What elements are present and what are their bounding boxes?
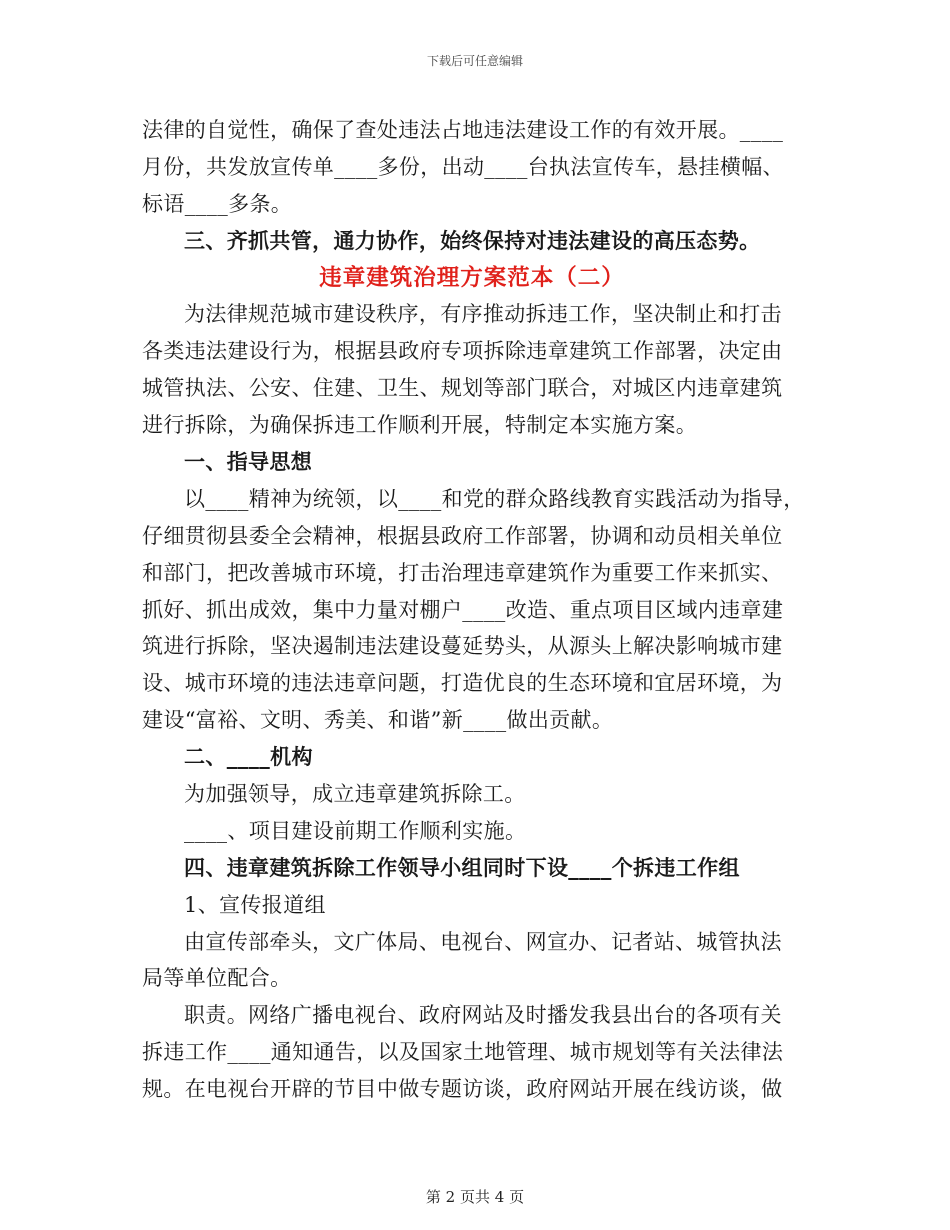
- paragraph-line: 进行拆除，为确保拆违工作顺利开展，特制定本实施方案。: [142, 413, 698, 438]
- document-body: [142, 112, 805, 1108]
- paragraph-line: 规。在电视台开辟的节目中做专题访谈，政府网站开展在线访谈，做: [142, 1077, 783, 1102]
- paragraph-line: 筑进行拆除，坚决遏制违法建设蔓延势头，从源头上解决影响城市建: [142, 634, 783, 659]
- section-heading-2: 二、____机构: [184, 744, 313, 770]
- paragraph-line: 仔细贯彻县委全会精神，根据县政府工作部署，协调和动员相关单位: [142, 523, 783, 548]
- paragraph-line: 标语____多条。: [142, 191, 293, 216]
- paragraph-line: 局等单位配合。: [142, 966, 292, 991]
- page-footer: 第 2 页共 4 页: [425, 1188, 525, 1206]
- paragraph-line: 设、城市环境的违法违章问题，打造优良的生态环境和宜居环境，为: [142, 671, 783, 696]
- paragraph-line: 为法律规范城市建设秩序，有序推动拆违工作，坚决制止和打击: [184, 302, 782, 327]
- section-heading-3: 三、齐抓共管，通力协作，始终保持对违法建设的高压态势。: [184, 227, 761, 253]
- paragraph-line: 拆违工作____通知通告，以及国家土地管理、城市规划等有关法律法: [142, 1040, 784, 1065]
- paragraph-line: 职责。网络广播电视台、政府网站及时播发我县出台的各项有关: [184, 1003, 782, 1028]
- paragraph-line: 城管执法、公安、住建、卫生、规划等部门联合，对城区内违章建筑: [142, 376, 783, 401]
- document-title: 违章建筑治理方案范本（二）: [319, 264, 625, 291]
- paragraph-line: 和部门，把改善城市环境，打击治理违章建筑作为重要工作来抓实、: [142, 560, 783, 585]
- paragraph-line: 抓好、抓出成效，集中力量对棚户____改造、重点项目区域内违章建: [142, 597, 784, 622]
- subsection-heading: 1、宣传报道组: [184, 892, 326, 917]
- paragraph-line: 法律的自觉性，确保了查处违法占地违法建设工作的有效开展。____: [142, 118, 784, 142]
- paragraph-line: ____、项目建设前期工作顺利实施。: [184, 818, 527, 843]
- section-heading-1: 一、指导思想: [184, 449, 313, 475]
- paragraph-line: 为加强领导，成立违章建筑拆除工。: [184, 782, 526, 807]
- paragraph-line: 各类违法建设行为，根据县政府专项拆除违章建筑工作部署，决定由: [142, 339, 783, 364]
- section-heading-4: 四、违章建筑拆除工作领导小组同时下设____个拆违工作组: [184, 854, 740, 880]
- paragraph-line: 月份，共发放宣传单____多份，出动____台执法宣传车，悬挂横幅、: [142, 154, 784, 179]
- paragraph-line: 由宣传部牵头，文广体局、电视台、网宣办、记者站、城管执法: [184, 929, 782, 954]
- paragraph-line: 建设“富裕、文明、秀美、和谐”新____做出贡献。: [142, 708, 614, 733]
- paragraph-line: 以____精神为统领，以____和党的群众路线教育实践活动为指导，: [184, 486, 805, 511]
- page-header: 下载后可任意编辑: [426, 54, 523, 68]
